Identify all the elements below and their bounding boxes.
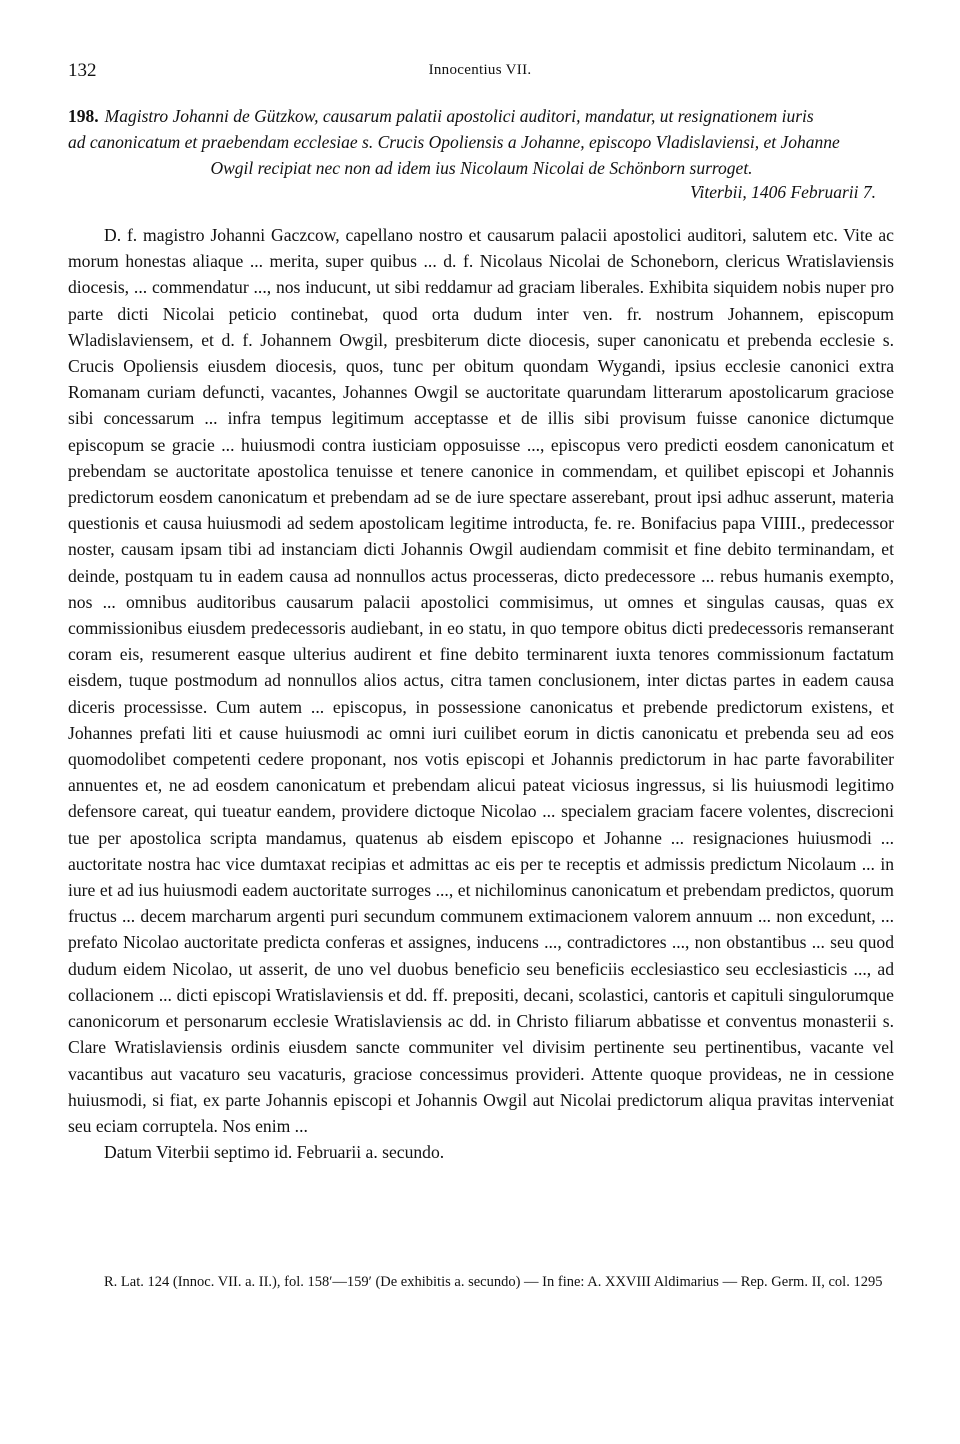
regest-line-2: ad canonicatum et praebendam ecclesiae s. Crucis Opoliensis a Johanne, episcopo Vladislaviensi, et Johanne xyxy=(68,132,840,152)
footnote-text: R. Lat. 124 (Innoc. VII. a. II.), fol. 158′—159′ (De exhibitis a. secundo) — In fine: A. XXVIII Aldimarius — Rep. Germ. II, col. 1295 xyxy=(104,1274,883,1290)
page-header xyxy=(68,60,892,84)
datum-line: Datum Viterbii septimo id. Februarii a. secundo. xyxy=(104,1142,445,1163)
body-paragraph: D. f. magistro Johanni Gaczcow, capellano nostro et causarum palacii apostolici auditori, salutem etc. Vite ac morum honestas aliaque ... merita, super quibus ... d. f. Nicolaus Nicolai de Schoneborn, clericus Wratislaviensis diocesis, ... commendatur ..., nos inducunt, ut sibi reddamur ad graciam liberales. Exhibita siquidem nobis nuper pro parte dicti Nicolai peticio continebat, quod orta dudum inter ven. fr. nostrum Johannem, episcopum Wladislaviensem, et d. f. Johannem Owgil, presbiterum dicte diocesis, super canonicatu et prebenda ecclesie s. Crucis Opoliensis eiusdem diocesis, quos, tunc per obitum quondam Wygandi, ipsius ecclesie canonici extra Romanam curiam defuncti, vacantes, Johannes Owgil se auctoritate quarundam litterarum apostolicarum graciose sibi concessarum ... infra tempus legitimum acceptasse et de illis sibi provisum fuisse canonice dictumque episcopum se gracie ... huiusmodi contra iusticiam opposuisse ..., episcopus vero predicti eosdem canonicatum et prebendam se auctoritate apostolica tenuisse et tenere canonice in commendam, et quilibet episcopi et Johannis predictorum eosdem canonicatum et prebendam ad se de iure spectare asserebant, prout ipsi adhuc asserunt, materia questionis et causa huiusmodi ad sedem apostolicam legitime introducta, fe. re. Bonifacius papa VIIII., predecessor noster, causam ipsam tibi ad instanciam dicti Johannis Owgil audiendam commisit et fine debito terminandam, et deinde, postquam tu in eadem causa ad nonnullos actus processeras, dicto predecessore ... rebus humanis exempto, nos ... omnibus auditoribus causarum palacii apostolici commisimus, ut omnes et singulas causas, quas ex commissionibus eiusdem predecessoris audiebant, in eo statu, in quo tempore obitus dicti predecessoris remanserant coram eis, resumerent easque ulterius audirent et fine debito terminarent iuxta tenores commissionum factatum eisdem, tuque postmodum ad nonnullos alios actus, citra tamen conclusionem, inter dictas partes in eadem causa diceris processisse. Cum autem ... episcopus, in possessione canonicatus et prebende predictorum existens, et Johannes prefati liti et cause huiusmodi ac omni iuri cuilibet eorum in dictis canonicatu et prebenda seu ad eos quomodolibet competenti cedere proponant, nos votis episcopi et Johannis predictorum in hac parte favorabiliter annuentes et, ne ad eosdem canonicatum et prebendam alicui pateat viciosus ingressus, si lis huiusmodi legitimo defensore careat, qui tueatur eandem, providere dictoque Nicolao ... specialem graciam facere volentes, discrecioni tue per apostolica scripta mandamus, quatenus ab eisdem episcopo et Johanne ... resignaciones huiusmodi ... auctoritate nostra hac vice dumtaxat recipias et admittas ac eis per te receptis et admissis predictum Nicolaum ... in iure et ad ius huiusmodi eadem auctoritate surroges ..., et nichilominus canonicatum et prebendam predictos, quorum fructus ... decem marcharum argenti puri secundum communem extimacionem valorem annuum ... non excedunt, ... prefato Nicolao auctoritate predicta conferas et assignes, inducens ..., contradictores ..., non obstantibus ... seu quod dudum eidem Nicolao, ut asserit, de uno vel duobus beneficio seu beneficiis ecclesiastico seu ecclesiasticis ..., ad collacionem ... dicti episcopi Wratislaviensis et dd. ff. prepositi, decani, scolastici, cantoris et capituli singulorumque canonicorum et personarum ecclesie Wratislaviensis ac dd. in Christo filiarum abbatisse et conventus monasterii s. Clare Wratislaviensis ordinis eiusdem sancte communiter vel divisim pertinente seu pertinentibus, vacante vel vacantibus aut vacaturo seu vacaturis, graciose concessimus provideri. Attente quoque provideas, ne in cessione huiusmodi, si fiat, ex parte Johannis episcopi et Johannis Owgil aut Nicolai predictorum aliqua pravitas interveniat seu eciam corruptela. Nos enim ... xyxy=(68,225,894,1136)
dateline: Viterbii, 1406 Februarii 7. xyxy=(690,182,876,202)
document-body xyxy=(68,222,894,1165)
regest-summary xyxy=(68,103,895,181)
regest-line-1-text: Magistro Johanni de Gützkow, causarum palatii apostolici auditori, mandatur, ut resignationem iuris xyxy=(104,106,814,126)
regest-line-3: Owgil recipiat nec non ad idem ius Nicolaum Nicolai de Schönborn surroget. xyxy=(210,158,753,178)
regest-line-1 xyxy=(68,103,895,129)
page-number: 132 xyxy=(68,60,97,81)
source-footnote xyxy=(68,1270,894,1294)
document-number: 198. xyxy=(68,106,99,126)
running-head: Innocentius VII. xyxy=(428,62,532,78)
